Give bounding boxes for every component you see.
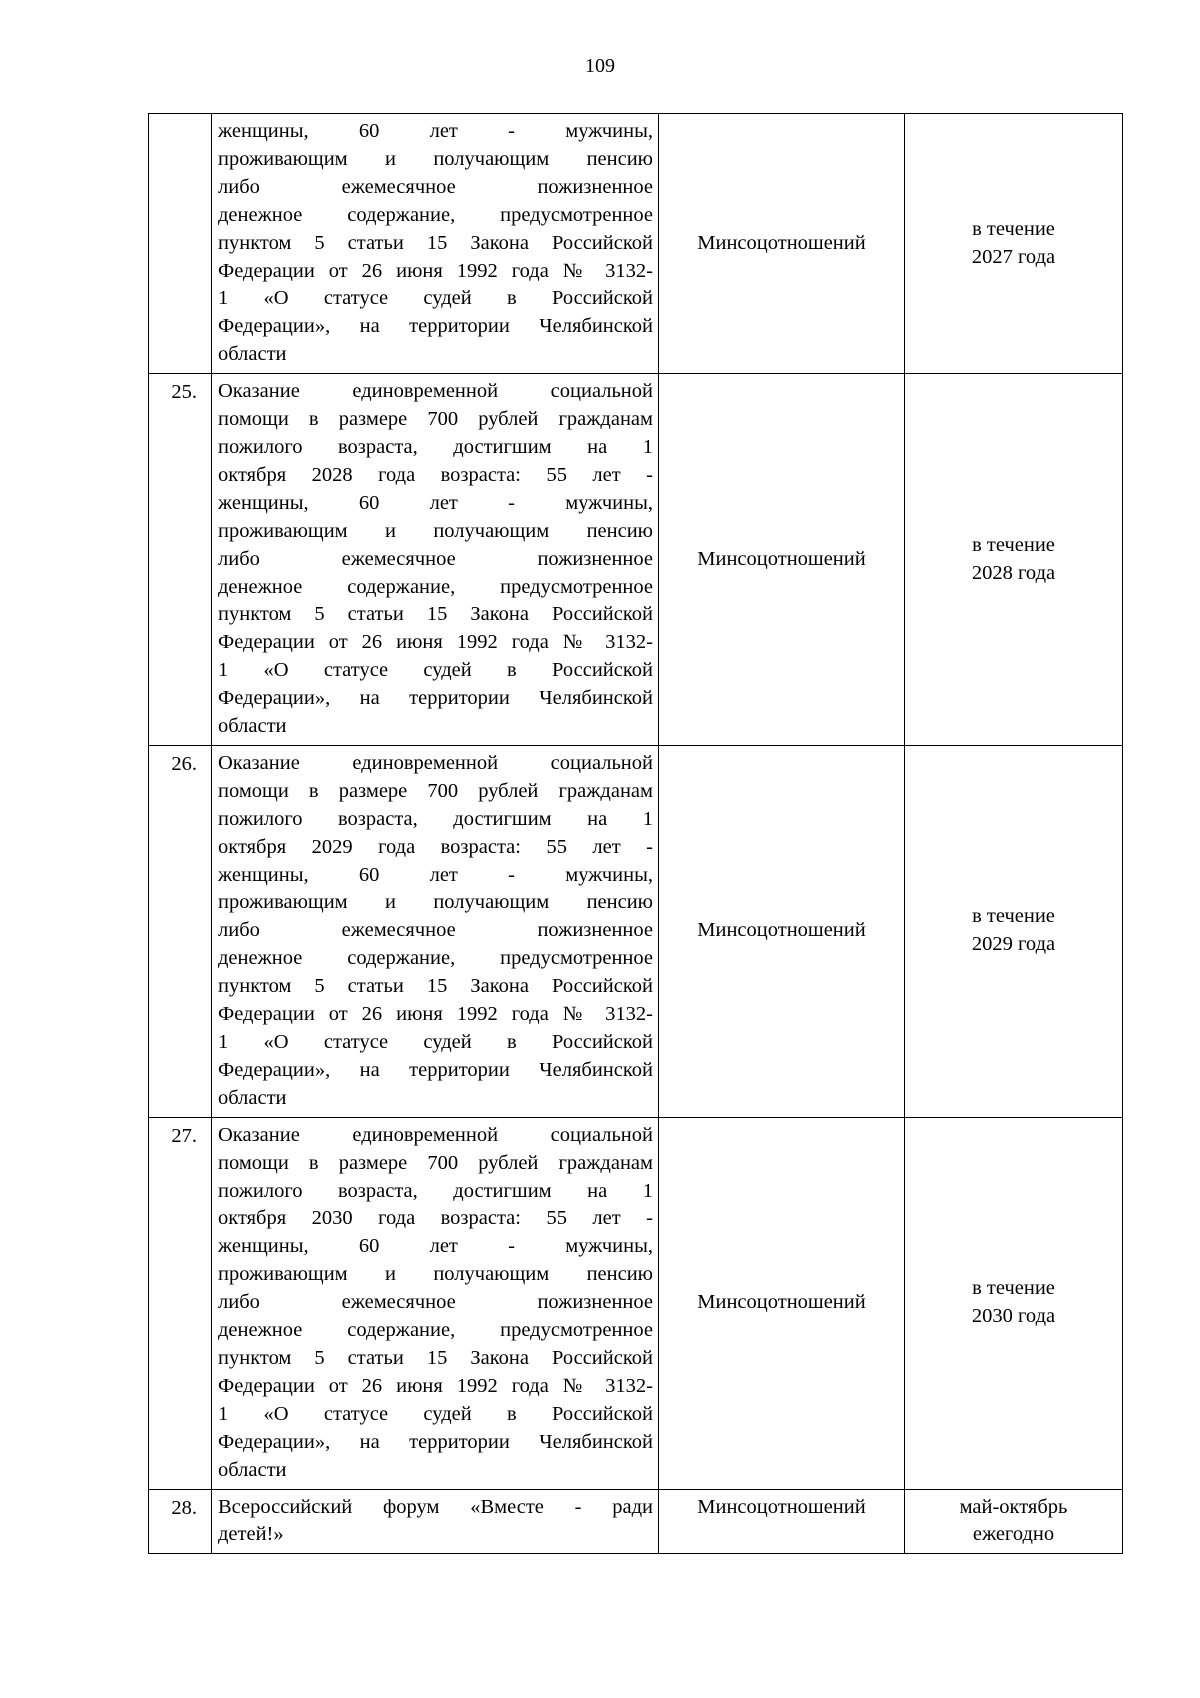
measure-description-line: Федерации от 26 июня 1992 года № 3132- [218, 1374, 653, 1397]
measure-description-line: проживающим и получающим пенсию [218, 1263, 653, 1286]
measure-description-line: женщины, 60 лет - мужчины, [218, 120, 653, 142]
row-number-cell [149, 1117, 212, 1489]
row-number-cell [149, 114, 212, 374]
measure-description-line: 1 «О статусе судей в Российской [218, 1031, 653, 1053]
measure-description-line: проживающим и получающим пенсию [218, 147, 653, 170]
measure-description-line: либо ежемесячное пожизненное [218, 1291, 653, 1314]
measure-description-line: помощи в размере 700 рублей гражданам [218, 408, 653, 431]
measure-description-line: помощи в размере 700 рублей гражданам [218, 1151, 653, 1174]
executor-cell [659, 374, 905, 746]
term-line-1: в течение [972, 217, 1055, 240]
executor-cell [659, 114, 905, 374]
executor-name: Минсоцотношений [697, 231, 866, 254]
table-row [149, 1117, 1123, 1489]
measure-description-line: пунктом 5 статьи 15 Закона Российской [218, 603, 653, 626]
term-cell [905, 745, 1123, 1117]
measure-description-line: детей!» [218, 1523, 284, 1546]
executor-cell [659, 1489, 905, 1554]
executor-cell [659, 745, 905, 1117]
executor-name: Минсоцотношений [697, 919, 866, 942]
measure-description-line: области [218, 1086, 287, 1109]
measure-description-line: пунктом 5 статьи 15 Закона Российской [218, 1346, 653, 1369]
table-row [149, 745, 1123, 1117]
measure-description-line: женщины, 60 лет - мужчины, [218, 863, 653, 886]
measure-description-cell [212, 374, 659, 746]
term-line-2: 2027 года [971, 245, 1056, 268]
term-line-1: в течение [972, 1277, 1055, 1300]
measure-description-line: либо ежемесячное пожизненное [218, 547, 653, 570]
table-row [149, 114, 1123, 374]
measure-description-cell [212, 114, 659, 374]
measure-description-line: пунктом 5 статьи 15 Закона Российской [218, 231, 653, 254]
measure-description-line: Федерации», на территории Челябинской [218, 687, 653, 710]
measure-description-line: Федерации от 26 июня 1992 года № 3132- [218, 1003, 653, 1026]
measure-description-line: проживающим и получающим пенсию [218, 519, 653, 542]
term-cell [905, 114, 1123, 374]
measure-description-line: либо ежемесячное пожизненное [218, 175, 653, 198]
measure-description-line: женщины, 60 лет - мужчины, [218, 1235, 653, 1258]
measure-description-line: денежное содержание, предусмотренное [218, 203, 653, 226]
measure-description-line: пожилого возраста, достигшим на 1 [218, 807, 653, 830]
row-number-cell [149, 745, 212, 1117]
measure-description-line: помощи в размере 700 рублей гражданам [218, 779, 653, 802]
table-row [149, 1489, 1123, 1554]
measure-description-line: Всероссийский форум «Вместе - ради [218, 1495, 653, 1518]
measure-description-line: 1 «О статусе судей в Российской [218, 287, 653, 310]
term-line-1: май-октябрь [959, 1495, 1068, 1518]
measure-description-line: Федерации», на территории Челябинской [218, 1058, 653, 1081]
measure-description-line: Федерации», на территории Челябинской [218, 315, 653, 338]
measure-description-line: пунктом 5 статьи 15 Закона Российской [218, 975, 653, 998]
term-line-2: 2029 года [971, 933, 1056, 956]
measure-description-cell [212, 745, 659, 1117]
measure-description-cell [212, 1489, 659, 1554]
measure-description-line: 1 «О статусе судей в Российской [218, 659, 653, 682]
measure-description-line: пожилого возраста, достигшим на 1 [218, 1179, 653, 1202]
term-cell [905, 1489, 1123, 1554]
executor-name: Минсоцотношений [697, 1291, 866, 1314]
term-line-2: 2028 года [971, 561, 1056, 584]
executor-name: Минсоцотношений [697, 547, 866, 570]
row-number: 25. [171, 381, 197, 404]
term-line-2: 2030 года [971, 1305, 1056, 1328]
measure-description-line: денежное содержание, предусмотренное [218, 947, 653, 970]
term-line-1: в течение [972, 533, 1055, 556]
measure-description-line: Федерации от 26 июня 1992 года № 3132- [218, 259, 653, 282]
measure-description-cell [212, 1117, 659, 1489]
term-line-2: ежегодно [972, 1523, 1055, 1546]
executor-name: Минсоцотношений [697, 1495, 866, 1518]
measure-description-line: пожилого возраста, достигшим на 1 [218, 435, 653, 458]
term-cell [905, 1117, 1123, 1489]
measures-table [148, 113, 1123, 1554]
measure-description-line: Оказание единовременной социальной [218, 380, 653, 403]
measure-description-line: области [218, 715, 287, 738]
measure-description-line: Федерации», на территории Челябинской [218, 1430, 653, 1453]
measure-description-line: области [218, 1458, 287, 1481]
page-number: 109 [585, 55, 615, 77]
measure-description-line: либо ежемесячное пожизненное [218, 919, 653, 942]
row-number-cell [149, 374, 212, 746]
measures-table-body [149, 114, 1123, 1554]
measure-description-line: женщины, 60 лет - мужчины, [218, 491, 653, 514]
term-cell [905, 374, 1123, 746]
measure-description-line: Оказание единовременной социальной [218, 751, 653, 774]
measure-description-line: октября 2028 года возраста: 55 лет - [218, 463, 653, 486]
measure-description-line: области [218, 343, 287, 366]
measure-description-line: Федерации от 26 июня 1992 года № 3132- [218, 631, 653, 654]
row-number-cell [149, 1489, 212, 1554]
measure-description-line: октября 2029 года возраста: 55 лет - [218, 835, 653, 858]
row-number: 28. [171, 1496, 197, 1519]
row-number: 27. [171, 1124, 197, 1147]
table-row [149, 374, 1123, 746]
measure-description-line: Оказание единовременной социальной [218, 1123, 653, 1146]
measure-description-line: 1 «О статусе судей в Российской [218, 1402, 653, 1425]
row-number: 26. [171, 752, 197, 775]
measure-description-line: денежное содержание, предусмотренное [218, 1319, 653, 1342]
measure-description-line: октября 2030 года возраста: 55 лет - [218, 1207, 653, 1230]
measure-description-line: денежное содержание, предусмотренное [218, 575, 653, 598]
measure-description-line: проживающим и получающим пенсию [218, 891, 653, 914]
term-line-1: в течение [972, 905, 1055, 928]
executor-cell [659, 1117, 905, 1489]
